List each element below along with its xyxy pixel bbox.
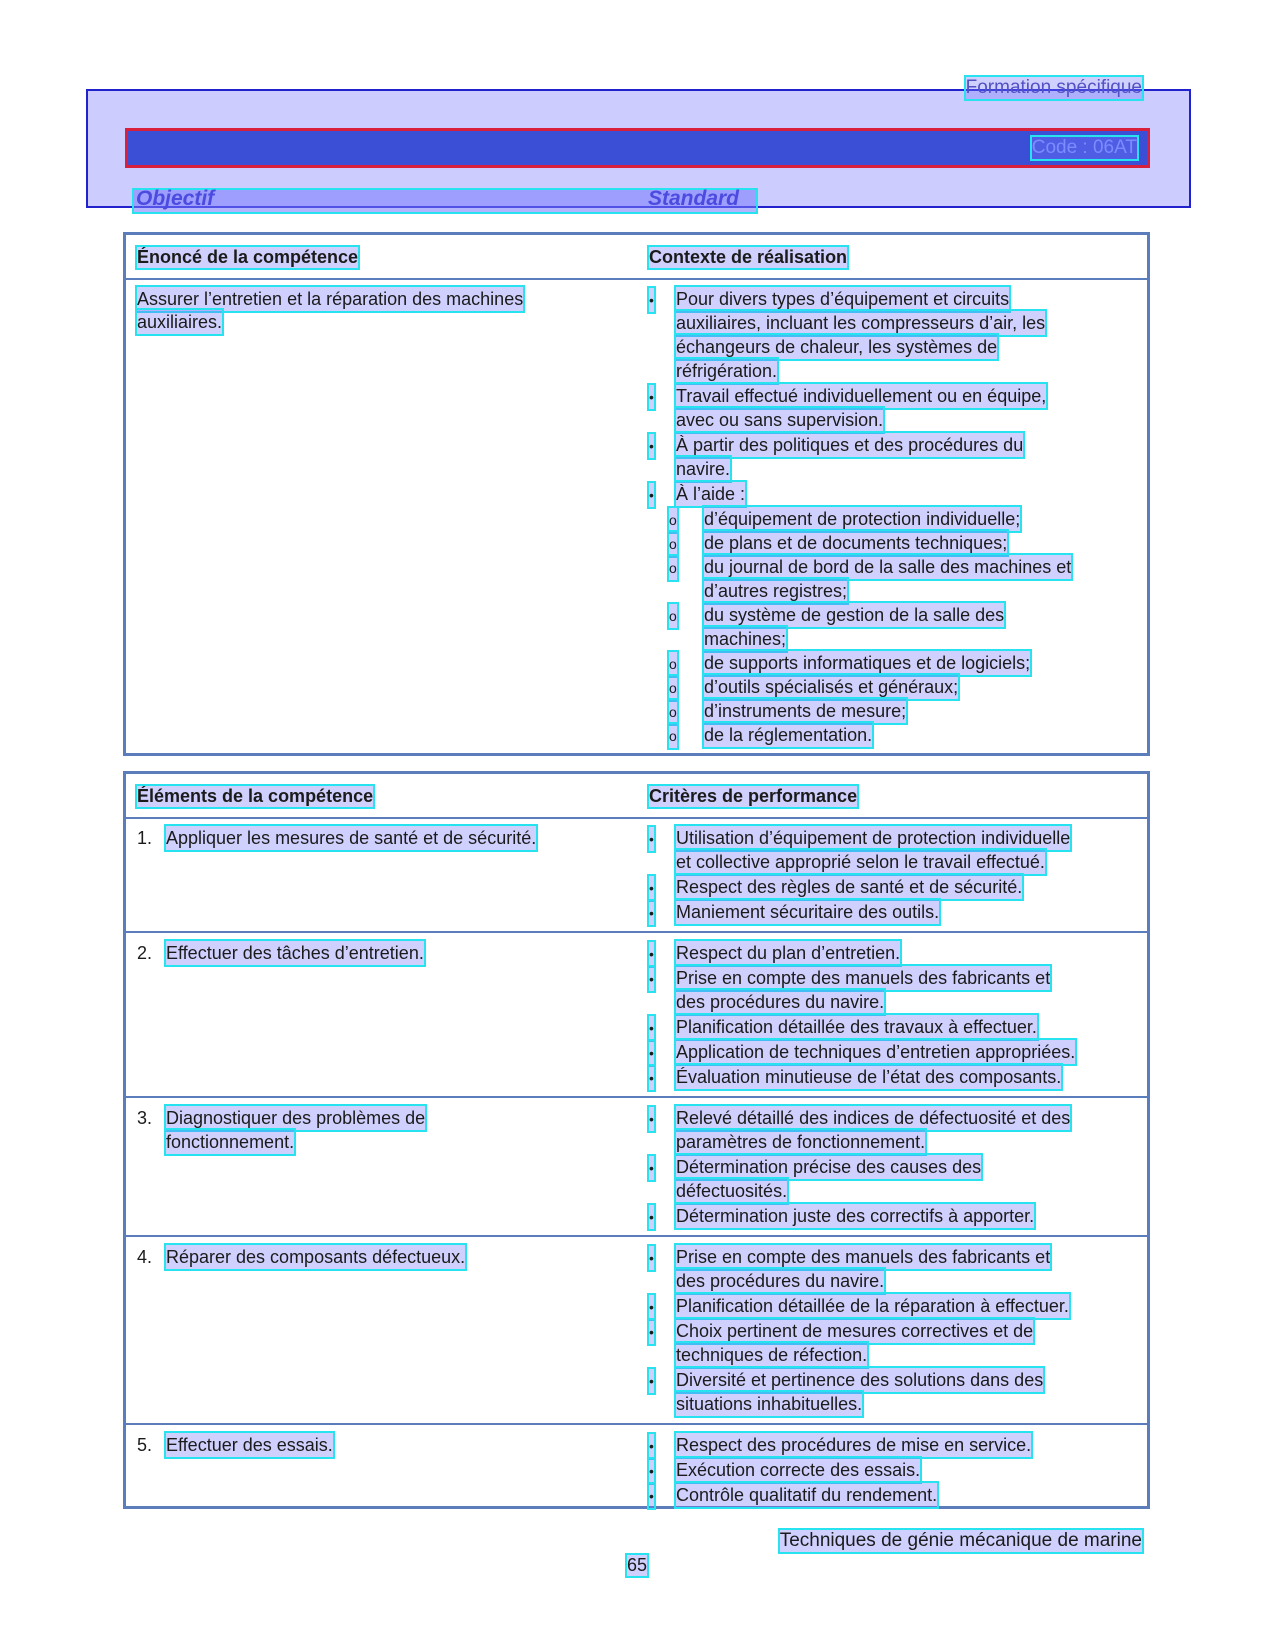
critere-text: défectuosités. (676, 1181, 788, 1201)
bullet-marker: • (649, 1041, 654, 1065)
bullet-marker: • (649, 827, 654, 851)
critere-text: Contrôle qualitatif du rendement. (676, 1485, 938, 1505)
bullet-marker: • (649, 434, 654, 458)
critere-text: Relevé détaillé des indices de défectuosité et des (676, 1108, 1071, 1128)
critere-text: Prise en compte des manuels des fabricants et (676, 1247, 1051, 1267)
sub-bullet-text: machines; (704, 629, 787, 649)
standard-heading: Standard (648, 187, 740, 210)
sub-bullet-marker: o (669, 700, 677, 724)
contexte-bullet-text: Pour divers types d’équipement et circuits (676, 289, 1010, 309)
bullet-marker: • (649, 942, 654, 966)
bullet-marker: • (649, 288, 654, 312)
criteres-header: Critères de performance (649, 786, 858, 806)
sub-bullet-text: du journal de bord de la salle des machines et (704, 557, 1072, 577)
bullet-marker: • (649, 876, 654, 900)
element-text: Réparer des composants défectueux. (166, 1247, 466, 1267)
element-text: Effectuer des tâches d’entretien. (166, 943, 424, 963)
bullet-marker: • (649, 1320, 654, 1344)
enonce-line: Assurer l’entretien et la réparation des machines (137, 289, 524, 309)
row-divider (126, 1096, 1147, 1098)
bullet-marker: • (649, 1369, 654, 1393)
sub-bullet-marker: o (669, 532, 677, 556)
critere-text: Choix pertinent de mesures correctives et de (676, 1321, 1034, 1341)
bullet-marker: • (649, 1434, 654, 1458)
element-number: 2. (137, 943, 153, 963)
sub-bullet-text: de supports informatiques et de logiciels; (704, 653, 1031, 673)
critere-text: Détermination précise des causes des (676, 1157, 982, 1177)
sub-bullet-marker: o (669, 556, 677, 580)
code-label: Code : 06AT (1031, 137, 1137, 158)
bullet-marker: • (649, 483, 654, 507)
critere-text: Maniement sécuritaire des outils. (676, 902, 940, 922)
sub-bullet-text: d’équipement de protection individuelle; (704, 509, 1021, 529)
bullet-marker: • (649, 1205, 654, 1229)
sub-bullet-text: de la réglementation. (704, 725, 873, 745)
bullet-marker: • (649, 1016, 654, 1040)
elements-header: Éléments de la compétence (137, 786, 374, 806)
contexte-bullet-text: avec ou sans supervision. (676, 410, 884, 430)
header-divider (126, 278, 1147, 280)
header-divider (126, 817, 1147, 819)
bullet-marker: • (649, 1156, 654, 1180)
critere-text: Application de techniques d’entretien appropriées. (676, 1042, 1076, 1062)
critere-text: situations inhabituelles. (676, 1394, 863, 1414)
sub-bullet-text: du système de gestion de la salle des (704, 605, 1005, 625)
critere-text: et collective approprié selon le travail effectué. (676, 852, 1045, 872)
row-divider (126, 1423, 1147, 1425)
sub-bullet-text: d’autres registres; (704, 581, 848, 601)
bullet-marker: • (649, 967, 654, 991)
element-text: fonctionnement. (166, 1132, 295, 1152)
critere-text: techniques de réfection. (676, 1345, 868, 1365)
contexte-bullet-text: navire. (676, 459, 731, 479)
competence-table (123, 232, 1150, 756)
bullet-marker: • (649, 1295, 654, 1319)
critere-text: Respect des procédures de mise en service. (676, 1435, 1032, 1455)
element-text: Diagnostiquer des problèmes de (166, 1108, 426, 1128)
contexte-bullet-text: Travail effectué individuellement ou en équipe, (676, 386, 1047, 406)
elements-table (123, 771, 1150, 1509)
element-number: 5. (137, 1435, 153, 1455)
contexte-bullet-text: réfrigération. (676, 361, 778, 381)
element-number: 4. (137, 1247, 153, 1267)
critere-text: Respect des règles de santé et de sécurité. (676, 877, 1023, 897)
critere-text: Planification détaillée des travaux à effectuer. (676, 1017, 1037, 1037)
sub-bullet-text: d’outils spécialisés et généraux; (704, 677, 959, 697)
bullet-marker: • (649, 1484, 654, 1508)
contexte-bullet-text: auxiliaires, incluant les compresseurs d’air, les (676, 313, 1046, 333)
critere-text: Exécution correcte des essais. (676, 1460, 921, 1480)
bullet-marker: • (649, 1107, 654, 1131)
sub-bullet-marker: o (669, 508, 677, 532)
bullet-marker: • (649, 1459, 654, 1483)
critere-text: des procédures du navire. (676, 1271, 885, 1291)
sub-bullet-marker: o (669, 676, 677, 700)
code-bar (125, 128, 1150, 168)
formation-label: Formation spécifique (965, 77, 1142, 98)
sub-bullet-marker: o (669, 604, 677, 628)
objectif-heading: Objectif (136, 187, 215, 210)
critere-text: Diversité et pertinence des solutions dans des (676, 1370, 1044, 1390)
contexte-header: Contexte de réalisation (649, 247, 848, 267)
element-text: Appliquer les mesures de santé et de sécurité. (166, 828, 537, 848)
sub-bullet-marker: o (669, 724, 677, 748)
sub-bullet-text: d’instruments de mesure; (704, 701, 907, 721)
bullet-marker: • (649, 901, 654, 925)
element-text: Effectuer des essais. (166, 1435, 333, 1455)
critere-text: Respect du plan d’entretien. (676, 943, 901, 963)
bullet-marker: • (649, 1246, 654, 1270)
bullet-marker: • (649, 1066, 654, 1090)
critere-text: Utilisation d’équipement de protection individuelle (676, 828, 1071, 848)
enonce-header: Énoncé de la compétence (137, 247, 359, 267)
critere-text: Prise en compte des manuels des fabricants et (676, 968, 1051, 988)
contexte-bullet-text: À l’aide : (676, 484, 746, 504)
sub-bullet-marker: o (669, 652, 677, 676)
critere-text: paramètres de fonctionnement. (676, 1132, 926, 1152)
row-divider (126, 1235, 1147, 1237)
row-divider (126, 931, 1147, 933)
element-number: 1. (137, 828, 153, 848)
critere-text: Planification détaillée de la réparation à effectuer. (676, 1296, 1069, 1316)
critere-text: Détermination juste des correctifs à apporter. (676, 1206, 1035, 1226)
critere-text: des procédures du navire. (676, 992, 885, 1012)
bullet-marker: • (649, 385, 654, 409)
contexte-bullet-text: échangeurs de chaleur, les systèmes de (676, 337, 998, 357)
sub-bullet-text: de plans et de documents techniques; (704, 533, 1008, 553)
element-number: 3. (137, 1108, 153, 1128)
contexte-bullet-text: À partir des politiques et des procédures du (676, 435, 1024, 455)
enonce-line: auxiliaires. (137, 312, 223, 332)
footer-program: Techniques de génie mécanique de marine (779, 1530, 1142, 1551)
page-number: 65 (627, 1555, 648, 1575)
critere-text: Évaluation minutieuse de l’état des composants. (676, 1067, 1062, 1087)
